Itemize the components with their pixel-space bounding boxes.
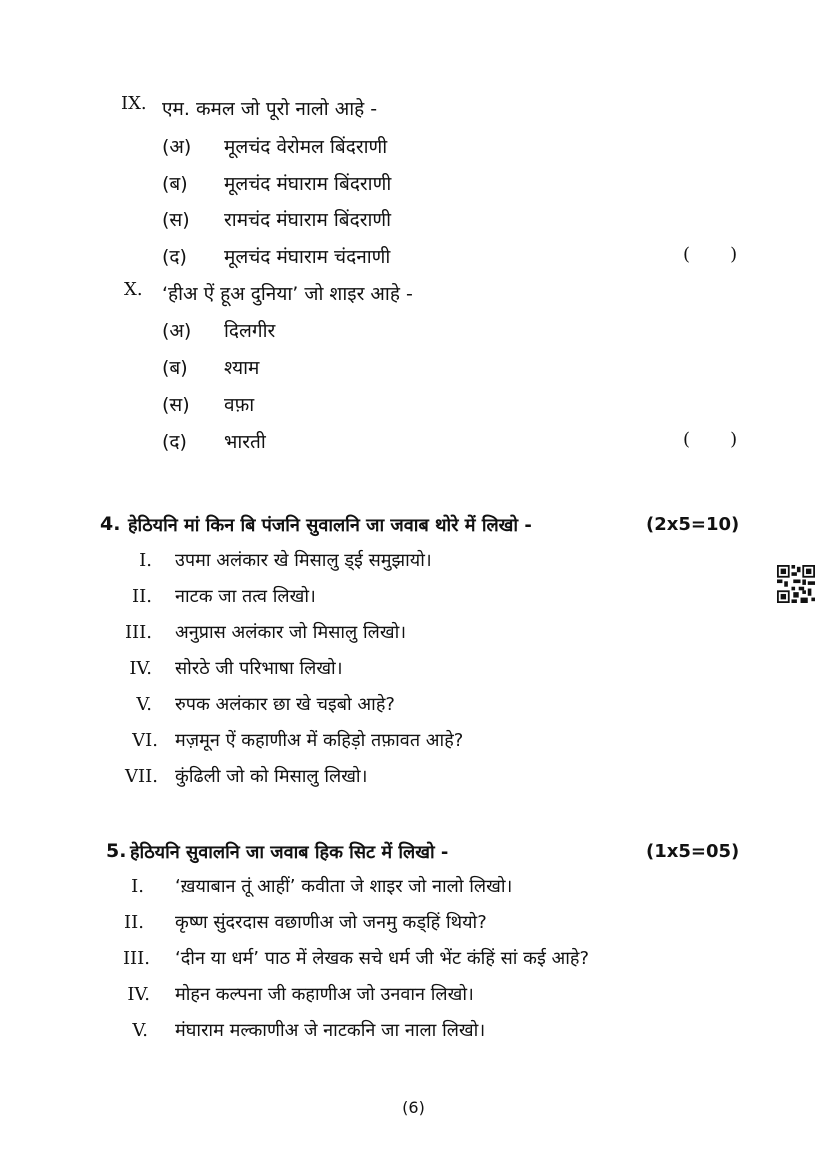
item-number: II. xyxy=(124,912,144,933)
section-marks: (2x5=10) xyxy=(646,514,740,535)
option-label: (द) xyxy=(162,431,187,453)
section-title: हेठियनि सुवालनि जा जवाब हिक सिट में लिखो - xyxy=(130,842,449,863)
option-label: (अ) xyxy=(162,320,192,342)
option-label: (स) xyxy=(162,394,190,416)
item-number: III. xyxy=(124,622,152,643)
page-number: (6) xyxy=(402,1098,425,1117)
item-text: सोरठे जी परिभाषा लिखो। xyxy=(175,658,343,679)
item-text: अनुप्रास अलंकार जो मिसालु लिखो। xyxy=(175,622,407,643)
item-text: कुंढिली जो को मिसालु लिखो। xyxy=(175,766,368,787)
item-number: I. xyxy=(131,876,144,897)
question-number: IX. xyxy=(121,93,147,114)
item-number: VI. xyxy=(132,730,158,751)
option-label: (स) xyxy=(162,209,190,231)
item-number: VII. xyxy=(125,766,158,787)
qr-code-icon xyxy=(777,565,815,603)
option-text: मूलचंद मंघाराम बिंदराणी xyxy=(224,173,392,195)
section-number: 4. xyxy=(100,513,121,535)
option-label: (अ) xyxy=(162,136,192,158)
question-text: एम. कमल जो पूरो नालो आहे - xyxy=(162,98,378,120)
item-text: ‘ख़याबान तूं आहीं’ कवीता जे शाइर जो नालो लिखो। xyxy=(175,876,513,897)
item-number: IV. xyxy=(129,658,152,679)
item-number: IV. xyxy=(127,984,150,1005)
item-text: मंघाराम मल्काणीअ जे नाटकनि जा नाला लिखो। xyxy=(175,1020,486,1041)
option-text: भारती xyxy=(224,431,266,453)
item-number: II. xyxy=(132,586,152,607)
option-text: रामचंद मंघाराम बिंदराणी xyxy=(224,209,392,231)
option-label: (द) xyxy=(162,246,187,268)
section-marks: (1x5=05) xyxy=(646,841,740,862)
option-text: वफ़ा xyxy=(224,394,255,416)
option-text: श्याम xyxy=(224,357,260,379)
answer-box: ( ) xyxy=(683,244,738,265)
item-text: मोहन कल्पना जी कहाणीअ जो उनवान लिखो। xyxy=(175,984,474,1005)
question-number: X. xyxy=(124,279,143,300)
question-text: ‘हीअ ऐं हूअ दुनिया’ जो शाइर आहे - xyxy=(162,283,413,305)
item-number: V. xyxy=(132,1020,148,1041)
section-title: हेठियनि मां किन बि पंजनि सुवालनि जा जवाब थोरे में लिखो - xyxy=(128,515,532,536)
option-text: मूलचंद मंघाराम चंदनाणी xyxy=(224,246,391,268)
item-number: III. xyxy=(122,948,150,969)
item-text: मज़मून ऐं कहाणीअ में कहिड़ो तफ़ावत आहे? xyxy=(175,730,464,751)
item-text: कृष्ण सुंदरदास वछाणीअ जो जनमु कड्हिं थियो? xyxy=(175,912,487,933)
item-number: I. xyxy=(139,550,152,571)
item-text: नाटक जा तत्व लिखो। xyxy=(175,586,316,607)
item-text: रुपक अलंकार छा खे चइबो आहे? xyxy=(175,694,395,715)
answer-box: ( ) xyxy=(683,429,738,450)
option-text: दिलगीर xyxy=(224,320,276,342)
option-label: (ब) xyxy=(162,357,188,379)
option-text: मूलचंद वेरोमल बिंदराणी xyxy=(224,136,388,158)
item-text: ‘दीन या धर्म’ पाठ में लेखक सचे धर्म जी भेंट कंहिं सां कई आहे? xyxy=(175,948,590,969)
item-number: V. xyxy=(136,694,152,715)
item-text: उपमा अलंकार खे मिसालु ड्ई समुझायो। xyxy=(175,550,432,571)
option-label: (ब) xyxy=(162,173,188,195)
section-number: 5. xyxy=(106,840,127,862)
